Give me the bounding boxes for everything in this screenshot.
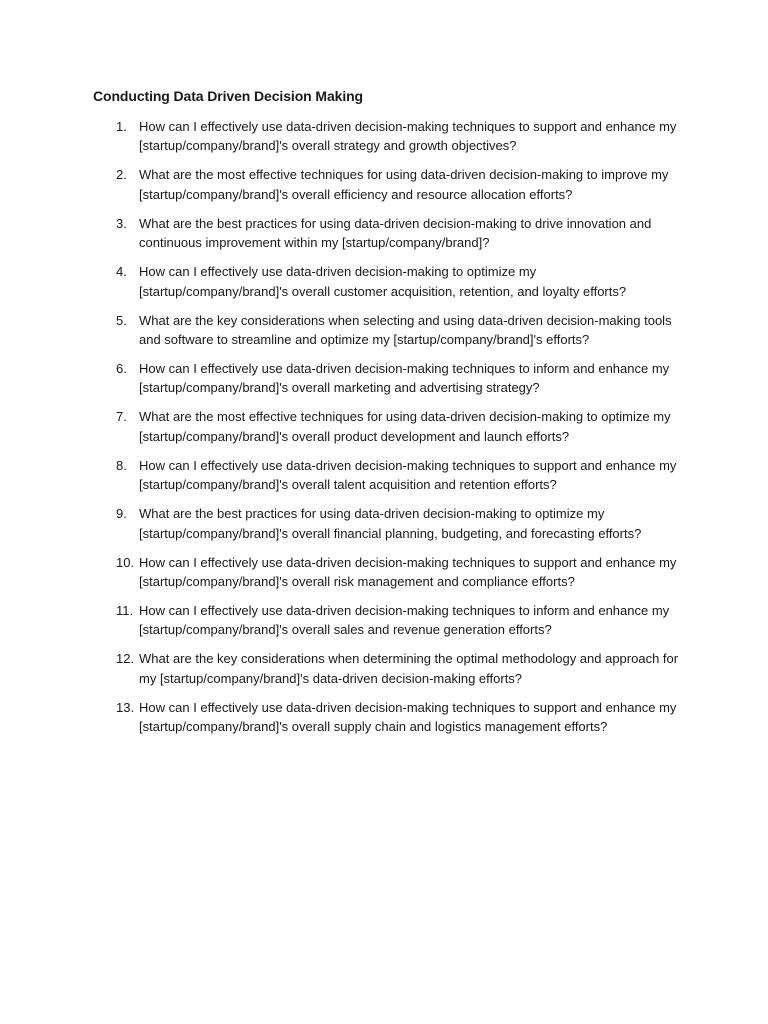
list-item [0, 407, 681, 446]
list-item-text: What are the best practices for using data-driven decision-making to optimize my [startup/company/brand]'s overall financial planning, budgeting, and forecasting efforts? [139, 506, 642, 541]
list-item [0, 117, 681, 156]
list-item-number: 2. [116, 167, 127, 183]
list-item-number: 12. [116, 651, 135, 667]
list-item [0, 262, 681, 301]
list-item-text: What are the key considerations when selecting and using data-driven decision-making tools and software to streamline and optimize my [startup/company/brand]'s efforts? [139, 312, 672, 348]
list-item-text: What are the key considerations when determining the optimal methodology and approach for my [startup/company/brand]'s data-driven decision-making efforts? [139, 651, 679, 686]
list-item-number: 3. [116, 215, 127, 231]
list-item [0, 698, 681, 737]
list-item-text: What are the best practices for using data-driven decision-making to drive innovation and continuous improvement within my [startup/company/brand]? [139, 215, 652, 251]
list-item-text: How can I effectively use data-driven decision-making techniques to inform and enhance my [startup/company/brand]'s overall sales and revenue generation efforts? [139, 603, 670, 638]
question-list [0, 117, 768, 746]
list-item-number: 13. [116, 699, 135, 715]
list-item-number: 6. [116, 361, 127, 377]
list-item [0, 649, 681, 688]
list-item-number: 1. [116, 119, 127, 134]
list-item-text: How can I effectively use data-driven decision-making techniques to support and enhance my [startup/company/brand]'s overall strategy and growth objectives? [139, 119, 677, 154]
list-item-text: What are the most effective techniques for using data-driven decision-making to improve my [startup/company/brand]'s overall efficiency and resource allocation efforts? [139, 167, 669, 202]
list-item [0, 214, 681, 253]
list-item [0, 601, 681, 640]
list-item [0, 311, 681, 350]
list-item-number: 11. [116, 603, 134, 619]
list-item-text: How can I effectively use data-driven decision-making techniques to inform and enhance my [startup/company/brand]'s overall marketing and advertising strategy? [139, 361, 670, 396]
list-item-number: 5. [116, 312, 127, 328]
list-item [0, 504, 681, 543]
list-item [0, 456, 681, 495]
list-item-number: 7. [116, 409, 127, 425]
list-item [0, 165, 681, 204]
list-item-text: How can I effectively use data-driven decision-making to optimize my [startup/company/brand]'s overall customer acquisition, retention, and loyalty efforts? [139, 264, 627, 299]
list-item [0, 553, 681, 592]
list-item [0, 359, 681, 398]
list-item-number: 4. [116, 264, 127, 280]
document-title: Conducting Data Driven Decision Making [93, 88, 364, 104]
list-item-number: 10. [116, 554, 135, 570]
list-item-text: How can I effectively use data-driven decision-making techniques to support and enhance my [startup/company/brand]'s overall talent acquisition and retention efforts? [139, 457, 677, 493]
list-item-text: How can I effectively use data-driven decision-making techniques to support and enhance my [startup/company/brand]'s overall supply chain and logistics management efforts? [139, 699, 677, 735]
list-item-number: 8. [116, 457, 127, 473]
list-item-number: 9. [116, 506, 127, 522]
list-item-text: What are the most effective techniques for using data-driven decision-making to optimize my [startup/company/brand]'s overall product development and launch efforts? [139, 409, 671, 444]
list-item-text: How can I effectively use data-driven decision-making techniques to support and enhance my [startup/company/brand]'s overall risk management and compliance efforts? [139, 554, 677, 590]
